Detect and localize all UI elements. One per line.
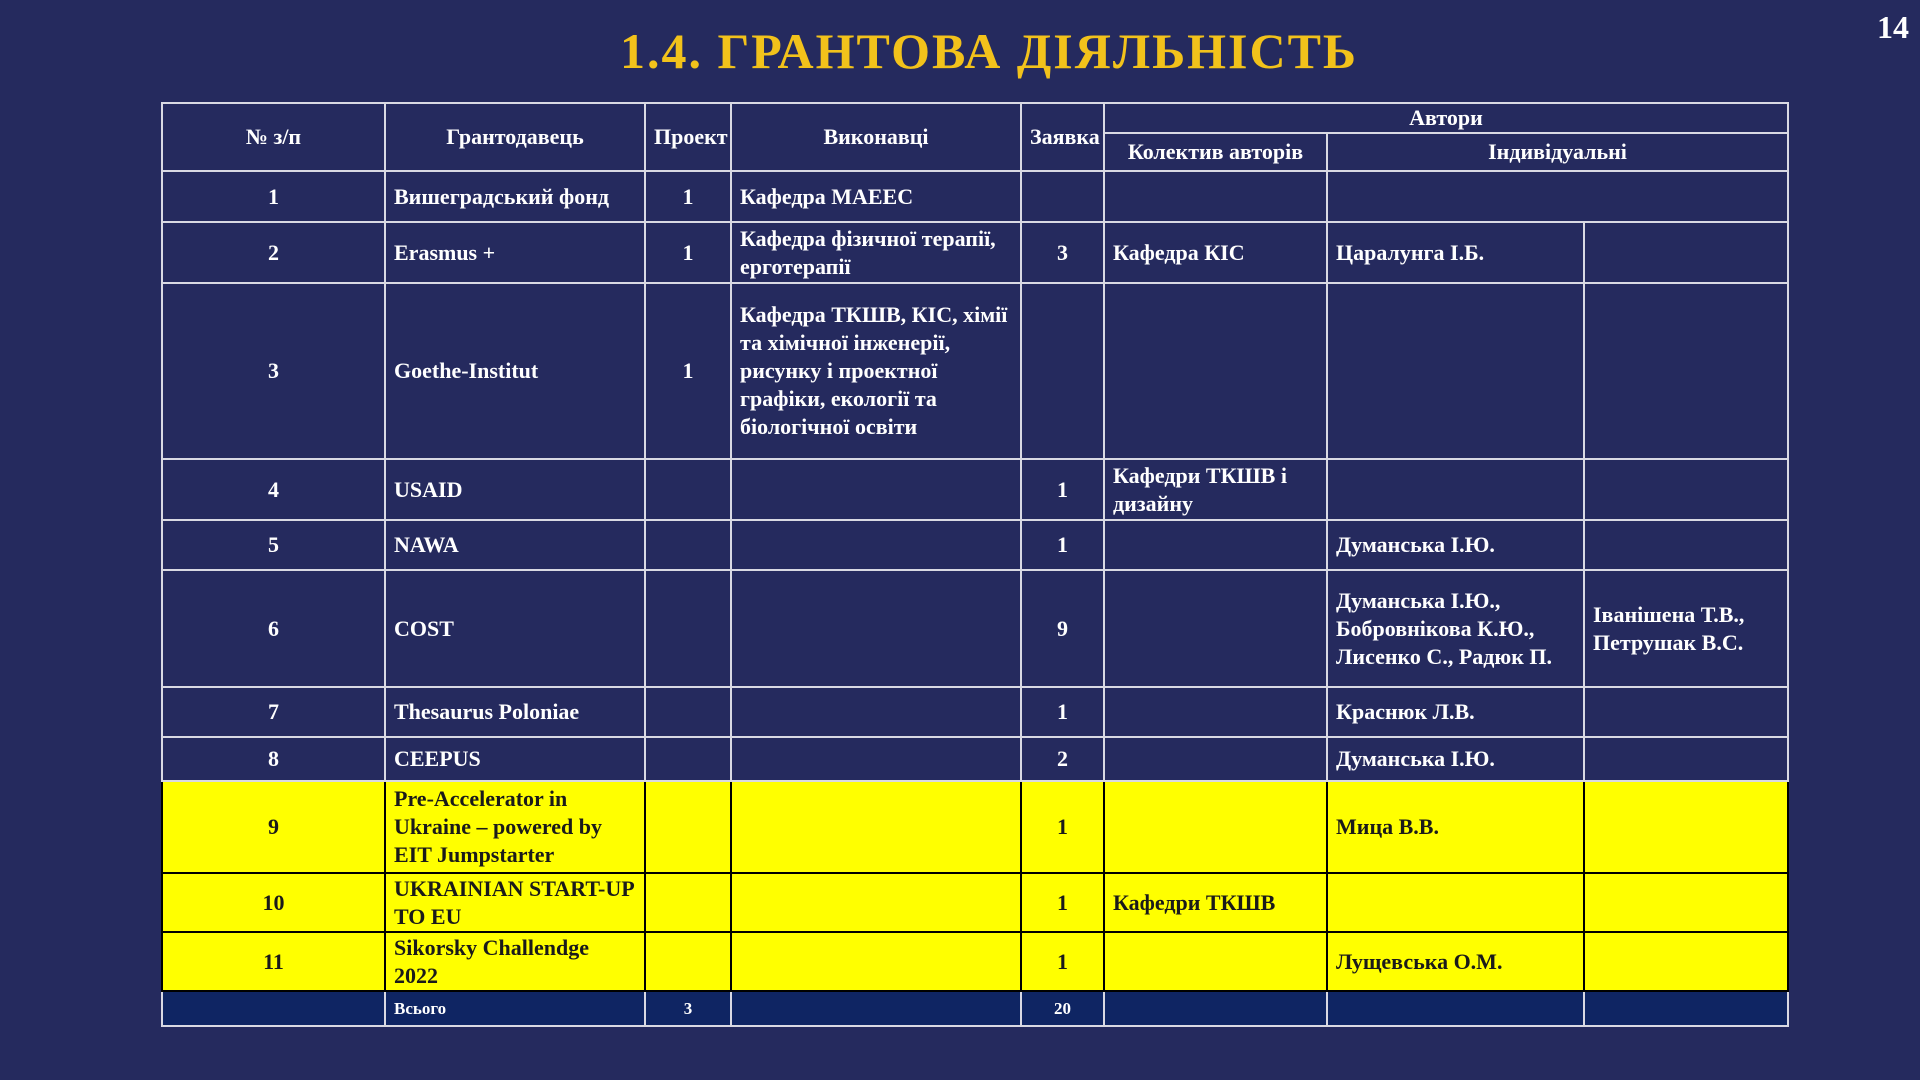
cell-application: 2 [1021, 737, 1104, 781]
cell-collective: Кафедра КІС [1104, 222, 1327, 283]
cell-project: 1 [645, 171, 731, 222]
cell-executors [731, 520, 1021, 570]
cell-project: 1 [645, 283, 731, 459]
cell-project [645, 737, 731, 781]
cell-num: 4 [162, 459, 385, 520]
grants-table [161, 102, 1789, 1027]
cell-total-label: Всього [385, 991, 645, 1026]
cell-collective [1104, 283, 1327, 459]
cell-individual-1: Думанська І.Ю. [1327, 737, 1584, 781]
cell-total-num [162, 991, 385, 1026]
table-row-highlighted [162, 932, 1788, 991]
table-row [162, 459, 1788, 520]
cell-grantor: Pre-Accelerator in Ukraine – powered by EIT Jumpstarter [385, 781, 645, 873]
cell-executors [731, 459, 1021, 520]
cell-total-application: 20 [1021, 991, 1104, 1026]
cell-individual-2 [1584, 932, 1788, 991]
cell-num: 8 [162, 737, 385, 781]
cell-executors [731, 687, 1021, 737]
cell-application: 1 [1021, 459, 1104, 520]
cell-total-executors [731, 991, 1021, 1026]
cell-application: 1 [1021, 781, 1104, 873]
cell-grantor: Sikorsky Challendge 2022 [385, 932, 645, 991]
cell-project [645, 873, 731, 932]
cell-individual-1 [1327, 283, 1584, 459]
cell-individual-2 [1584, 737, 1788, 781]
cell-individual-2 [1584, 222, 1788, 283]
total-row [162, 991, 1788, 1026]
cell-total-collective [1104, 991, 1327, 1026]
cell-num: 2 [162, 222, 385, 283]
cell-project: 1 [645, 222, 731, 283]
cell-application [1021, 171, 1104, 222]
cell-project [645, 570, 731, 687]
cell-collective: Кафедри ТКШВ і дизайну [1104, 459, 1327, 520]
cell-executors [731, 873, 1021, 932]
cell-collective [1104, 570, 1327, 687]
cell-executors [731, 932, 1021, 991]
cell-num: 3 [162, 283, 385, 459]
header-project: Проект [645, 103, 731, 171]
cell-grantor: Вишеградський фонд [385, 171, 645, 222]
header-executors: Виконавці [731, 103, 1021, 171]
cell-application: 1 [1021, 687, 1104, 737]
cell-application: 3 [1021, 222, 1104, 283]
cell-collective: Кафедри ТКШВ [1104, 873, 1327, 932]
table-row [162, 737, 1788, 781]
cell-collective [1104, 932, 1327, 991]
cell-num: 10 [162, 873, 385, 932]
cell-individual [1327, 171, 1788, 222]
cell-grantor: Goethe-Institut [385, 283, 645, 459]
cell-num: 6 [162, 570, 385, 687]
header-grantor: Грантодавець [385, 103, 645, 171]
cell-individual-1 [1327, 459, 1584, 520]
cell-grantor: Erasmus + [385, 222, 645, 283]
cell-grantor: UKRAINIAN START-UP TO EU [385, 873, 645, 932]
cell-individual-1: Краснюк Л.В. [1327, 687, 1584, 737]
cell-num: 1 [162, 171, 385, 222]
cell-application: 1 [1021, 932, 1104, 991]
cell-grantor: COST [385, 570, 645, 687]
header-individual: Індивідуальні [1327, 133, 1788, 171]
cell-total-individual-1 [1327, 991, 1584, 1026]
cell-project [645, 687, 731, 737]
cell-num: 11 [162, 932, 385, 991]
table-row [162, 520, 1788, 570]
cell-num: 5 [162, 520, 385, 570]
cell-individual-2 [1584, 283, 1788, 459]
cell-application: 1 [1021, 520, 1104, 570]
cell-grantor: NAWA [385, 520, 645, 570]
cell-individual-2 [1584, 459, 1788, 520]
cell-individual-1 [1327, 873, 1584, 932]
cell-individual-2: Іванішена Т.В., Петрушак В.С. [1584, 570, 1788, 687]
cell-project [645, 932, 731, 991]
table-row-highlighted [162, 873, 1788, 932]
cell-application [1021, 283, 1104, 459]
cell-collective [1104, 737, 1327, 781]
cell-individual-2 [1584, 781, 1788, 873]
cell-executors: Кафедра фізичної терапії, ерготерапії [731, 222, 1021, 283]
header-row-1 [162, 103, 1788, 133]
cell-executors [731, 781, 1021, 873]
cell-collective [1104, 781, 1327, 873]
page-number: 14 [1877, 9, 1909, 45]
cell-application: 9 [1021, 570, 1104, 687]
cell-project [645, 781, 731, 873]
table-row [162, 570, 1788, 687]
cell-grantor: CEEPUS [385, 737, 645, 781]
header-application: Заявка [1021, 103, 1104, 171]
cell-total-project: 3 [645, 991, 731, 1026]
table-row [162, 222, 1788, 283]
table-row [162, 171, 1788, 222]
header-num: № з/п [162, 103, 385, 171]
cell-project [645, 459, 731, 520]
cell-executors: Кафедра МАЕЕС [731, 171, 1021, 222]
cell-total-individual-2 [1584, 991, 1788, 1026]
slide-title: 1.4. ГРАНТОВА ДІЯЛЬНІСТЬ [620, 23, 1358, 79]
cell-individual-2 [1584, 687, 1788, 737]
cell-executors [731, 737, 1021, 781]
header-collective: Колектив авторів [1104, 133, 1327, 171]
table-row [162, 687, 1788, 737]
table-row [162, 283, 1788, 459]
cell-executors [731, 570, 1021, 687]
cell-executors: Кафедра ТКШВ, КІС, хімії та хімічної інженерії, рисунку і проектної графіки, екології та біологічної освіти [731, 283, 1021, 459]
cell-num: 9 [162, 781, 385, 873]
cell-individual-2 [1584, 873, 1788, 932]
cell-project [645, 520, 731, 570]
table-row-highlighted [162, 781, 1788, 873]
cell-individual-1: Думанська І.Ю. [1327, 520, 1584, 570]
cell-individual-1: Царалунга І.Б. [1327, 222, 1584, 283]
cell-grantor: USAID [385, 459, 645, 520]
cell-individual-1: Думанська І.Ю., Бобровнікова К.Ю., Лисенко С., Радюк П. [1327, 570, 1584, 687]
cell-collective [1104, 687, 1327, 737]
cell-individual-2 [1584, 520, 1788, 570]
cell-individual-1: Лущевська О.М. [1327, 932, 1584, 991]
cell-application: 1 [1021, 873, 1104, 932]
cell-grantor: Thesaurus Poloniae [385, 687, 645, 737]
cell-collective [1104, 520, 1327, 570]
cell-individual-1: Мица В.В. [1327, 781, 1584, 873]
header-authors: Автори [1104, 103, 1788, 133]
cell-num: 7 [162, 687, 385, 737]
cell-collective [1104, 171, 1327, 222]
